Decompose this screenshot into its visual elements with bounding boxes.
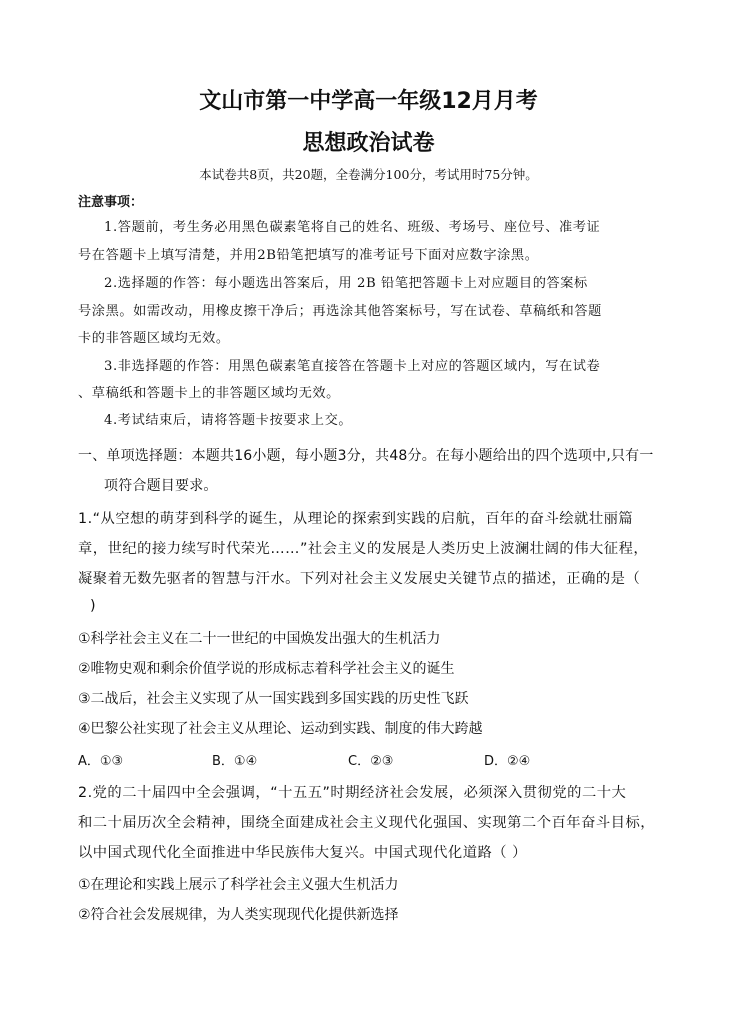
question-2-line: 和二十届历次全会精神，围绕全面建成社会主义现代化强国、实现第二个百年奋斗目标， bbox=[78, 815, 656, 831]
section-heading: 项符合题目要求。 bbox=[104, 478, 218, 494]
notice-line: 号涂黑。如需改动，用橡皮擦干净后；再选涂其他答案标号，写在试卷、草稿纸和答题 bbox=[78, 304, 602, 319]
question-1-choice-c: C．②③ bbox=[348, 754, 394, 769]
question-1-choice-d: D．②④ bbox=[484, 754, 531, 769]
question-1-line: ) bbox=[90, 598, 97, 614]
question-1-line: 凝聚着无数先驱者的智慧与汗水。下列对社会主义发展史关键节点的描述，正确的是（ bbox=[78, 571, 641, 587]
exam-title: 文山市第一中学高一年级12月月考 bbox=[199, 89, 538, 114]
question-1-option: ②唯物史观和剩余价值学说的形成标志着科学社会主义的诞生 bbox=[78, 661, 455, 677]
section-heading: 一、单项选择题：本题共16小题，每小题3分，共48分。在每小题给出的四个选项中,只有一 bbox=[78, 448, 654, 464]
notice-line: 号在答题卡上填写清楚，并用2B铅笔把填写的准考证号下面对应数字涂黑。 bbox=[78, 248, 539, 263]
exam-subtitle: 思想政治试卷 bbox=[302, 131, 435, 156]
notice-line: 2.选择题的作答：每小题选出答案后，用 2B 铅笔把答题卡上对应题目的答案标 bbox=[104, 276, 588, 291]
notice-line: 4.考试结束后，请将答题卡按要求上交。 bbox=[104, 413, 353, 428]
question-2-line: 2.党的二十届四中全会强调，“十五五”时期经济社会发展，必须深入贯彻党的二十大 bbox=[78, 785, 627, 801]
question-2-option: ②符合社会发展规律，为人类实现现代化提供新选择 bbox=[78, 907, 399, 923]
notice-heading: 注意事项： bbox=[78, 195, 144, 210]
question-1-option: ①科学社会主义在二十一世纪的中国焕发出强大的生机活力 bbox=[78, 631, 441, 647]
question-1-line: 章，世纪的接力续写时代荣光……”社会主义的发展是人类历史上波澜壮阔的伟大征程， bbox=[78, 541, 649, 557]
notice-line: 、草稿纸和答题卡上的非答题区域均无效。 bbox=[78, 386, 340, 401]
question-1-option: ④巴黎公社实现了社会主义从理论、运动到实践、制度的伟大跨越 bbox=[78, 721, 483, 737]
question-1-choice-b: B．①④ bbox=[212, 754, 258, 769]
question-2-option: ①在理论和实践上展示了科学社会主义强大生机活力 bbox=[78, 877, 399, 893]
notice-line: 1.答题前，考生务必用黑色碳素笔将自己的姓名、班级、考场号、座位号、准考证 bbox=[104, 220, 601, 235]
question-2-line: 以中国式现代化全面推进中华民族伟大复兴。中国式现代化道路（ ） bbox=[78, 845, 527, 861]
exam-meta: 本试卷共8页，共20题，全卷满分100分，考试用时75分钟。 bbox=[199, 167, 538, 182]
question-1-choice-a: A．①③ bbox=[78, 754, 124, 769]
question-1-line: 1.“从空想的萌芽到科学的诞生，从理论的探索到实践的启航，百年的奋斗绘就壮丽篇 bbox=[78, 511, 634, 527]
question-1-option: ③二战后，社会主义实现了从一国实践到多国实践的历史性飞跃 bbox=[78, 691, 469, 707]
notice-line: 卡的非答题区域均无效。 bbox=[78, 331, 230, 346]
notice-line: 3.非选择题的作答：用黑色碳素笔直接答在答题卡上对应的答题区域内，写在试卷 bbox=[104, 359, 601, 374]
